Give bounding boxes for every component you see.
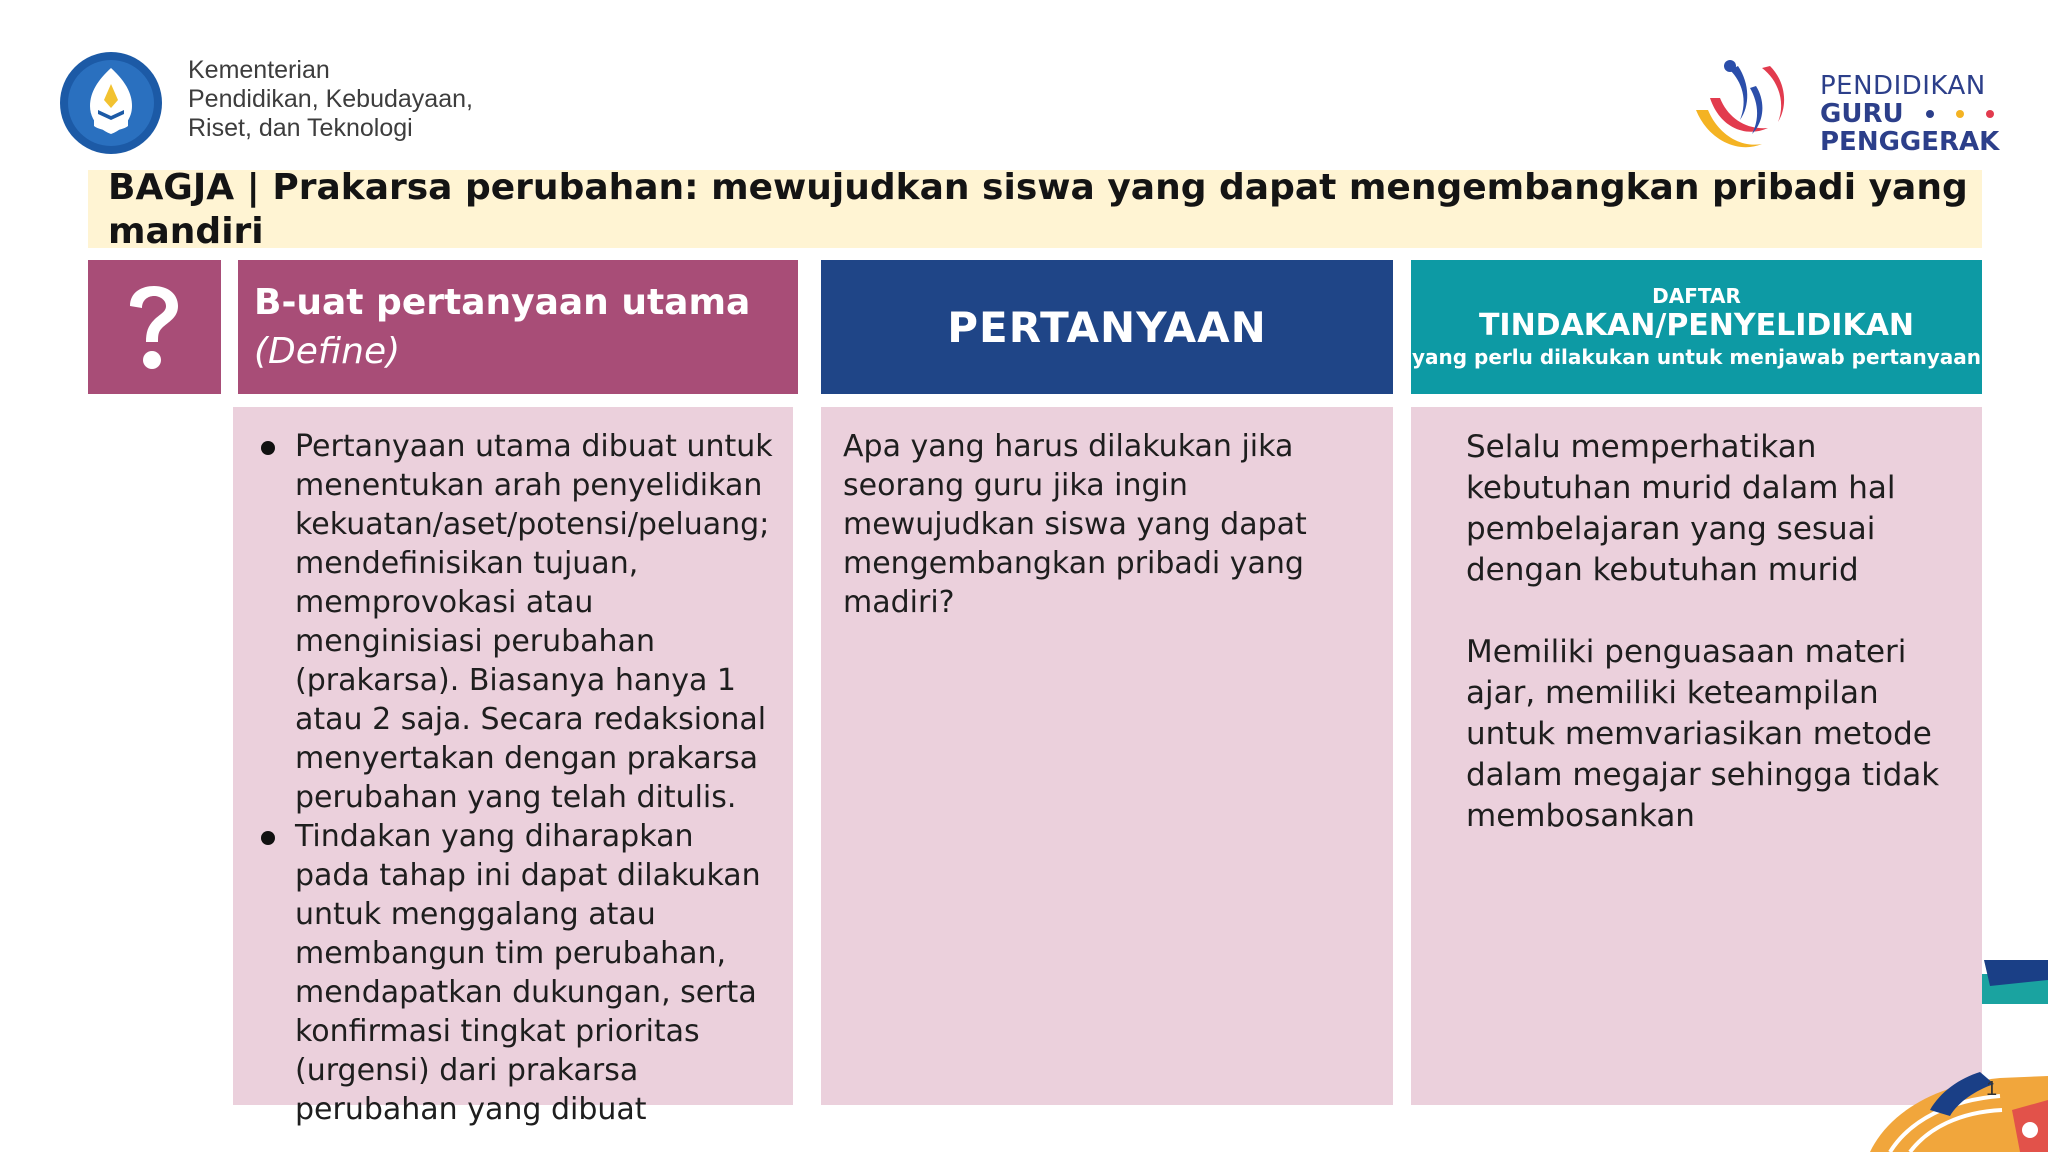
define-bullet-text: Pertanyaan utama dibuat untuk menentukan arah penyelidikan kekuatan/aset/potensi/peluang; mendefinisikan tujuan, memprovokasi atau menginisiasi perubahan (prakarsa). Biasanya hanya 1 atau 2 saja. Secara redaksional menyertakan dengan prakarsa perubahan yang telah ditulis. — [295, 429, 773, 815]
list-item — [259, 427, 775, 817]
pertanyaan-content — [821, 407, 1393, 1105]
program-line-1: PENDIDIKAN — [1820, 71, 1986, 101]
kemdikbud-logo — [58, 50, 164, 156]
ministry-line-2: Pendidikan, Kebudayaan, — [188, 85, 473, 113]
tindakan-paragraph: Selalu memperhatikan kebutuhan murid dalam hal pembelajaran yang sesuai dengan kebutuhan murid — [1466, 429, 1896, 588]
define-bullet-text: Tindakan yang diharapkan pada tahap ini dapat dilakukan untuk menggalang atau membangun tim perubahan, mendapatkan dukungan, serta konfirmasi tingkat prioritas (urgensi) dari prakarsa perubahan yang dibuat — [295, 819, 761, 1127]
ministry-line-1: Kementerian — [188, 56, 330, 84]
question-mark-box — [88, 260, 221, 394]
tindakan-heading-sub: yang perlu dilakukan untuk menjawab pertanyaan — [1411, 345, 1981, 369]
logo-dot — [1926, 110, 1934, 118]
decorative-pattern — [1780, 960, 2048, 1152]
tindakan-heading-pre: DAFTAR — [1652, 284, 1741, 308]
define-heading: B-uat pertanyaan utama — [254, 282, 751, 323]
logo-dot — [1956, 110, 1964, 118]
define-content — [233, 407, 793, 1127]
logo-dot — [1986, 110, 1994, 118]
question-mark-icon — [122, 284, 186, 372]
bullet-icon — [261, 831, 275, 845]
ministry-name — [188, 56, 473, 143]
define-subheading: (Define) — [254, 331, 401, 372]
tindakan-header — [1411, 260, 1982, 394]
slide-title: BAGJA | Prakarsa perubahan: mewujudkan siswa yang dapat mengembangkan pribadi yang mandiri — [108, 167, 1968, 252]
program-line-2-wrap — [1820, 100, 1999, 128]
program-line-3: PENGGERAK — [1820, 127, 2000, 157]
pertanyaan-header: PERTANYAAN — [821, 260, 1393, 394]
guru-penggerak-logo-mark — [1690, 58, 1802, 158]
list-item — [259, 817, 775, 1129]
tindakan-heading: TINDAKAN/PENYELIDIKAN — [1478, 308, 1915, 343]
guru-penggerak-logo-text — [1820, 72, 1999, 156]
tindakan-paragraph: Memiliki penguasaan materi ajar, memiliki keteampilan untuk memvariasikan metode dalam megajar sehingga tidak membosankan — [1466, 634, 1940, 834]
define-header — [238, 260, 798, 394]
pertanyaan-text: Apa yang harus dilakukan jika seorang guru jika ingin mewujudkan siswa yang dapat mengembangkan pribadi yang madiri? — [843, 429, 1307, 620]
bullet-icon — [261, 441, 275, 455]
ministry-line-3: Riset, dan Teknologi — [188, 114, 413, 142]
define-bullet-list — [259, 427, 775, 1129]
page-number: 1 — [1986, 1078, 1998, 1100]
program-line-2: GURU — [1820, 99, 1904, 129]
